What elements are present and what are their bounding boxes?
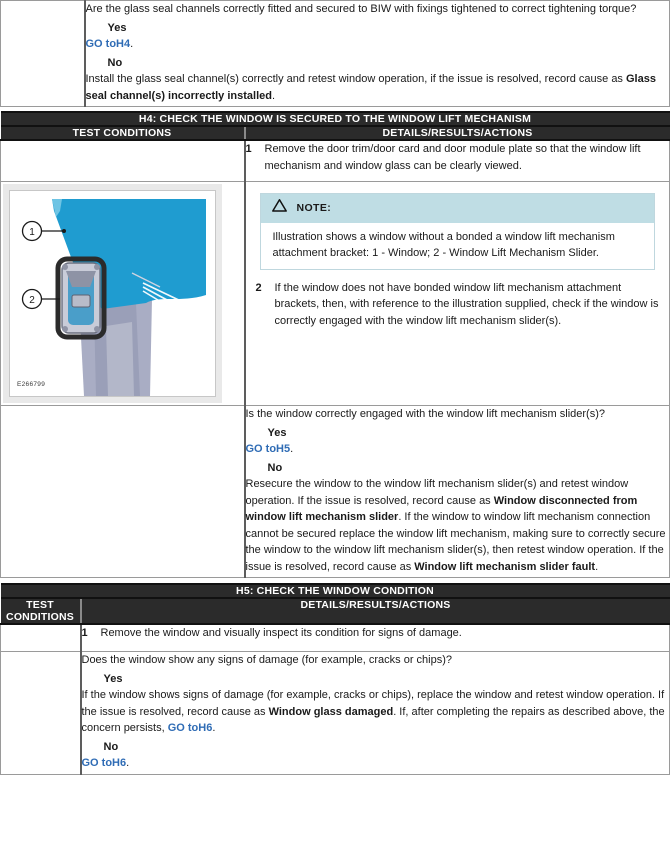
table-row bbox=[1, 140, 670, 182]
answer-yes-label: Yes bbox=[107, 21, 127, 34]
note-text: Illustration shows a window without a bonded a window lift mechanism attachment bracket: 1 - Window; 2 - Window Lift Mechanism Slider. bbox=[272, 230, 615, 260]
h5-goto-h6-line bbox=[82, 755, 670, 772]
no-action-text-part1: Install the glass seal channel(s) correctly and retest window operation, if the issue is resolved, record cause as bbox=[85, 73, 626, 85]
svg-text:2: 2 bbox=[29, 295, 35, 306]
h5-step-1-text: Remove the window and visually inspect its condition for signs of damage. bbox=[100, 627, 462, 639]
h5-col-test-conditions: TEST CONDITIONS bbox=[1, 598, 81, 624]
details-results-actions-cell bbox=[85, 1, 670, 107]
illustration-svg bbox=[10, 191, 215, 396]
note-box bbox=[260, 193, 656, 270]
h4-cause-1: Window disconnected from window lift mechanism slider bbox=[245, 494, 638, 523]
no-action-cause: Glass seal channel(s) incorrectly installed bbox=[85, 73, 656, 102]
step-1-text: Remove the door trim/door card and door module plate so that the window lift mechanism and window glass can be clearly viewed. bbox=[264, 143, 641, 172]
h5-yes-text-part1: If the window shows signs of damage (for example, cracks or chips), replace the window and retest window operation. If the issue is resolved, record cause as bbox=[81, 689, 665, 718]
h4-col-test-conditions: TEST CONDITIONS bbox=[1, 126, 245, 140]
answer-no-label: No bbox=[107, 56, 123, 69]
note-label: NOTE: bbox=[296, 201, 332, 214]
h5-answer-yes-label: Yes bbox=[103, 672, 123, 685]
svg-text:1: 1 bbox=[29, 227, 35, 238]
h5-yes-text-part3: . bbox=[212, 722, 216, 734]
test-conditions-cell-empty bbox=[1, 1, 85, 107]
window-lift-mechanism-illustration bbox=[9, 190, 216, 397]
illustration-wrapper bbox=[1, 182, 244, 405]
step-2-text: If the window does not have bonded window lift mechanism attachment brackets, then, with reference to the illustration supplied, check if the window is correctly engaged with the window lift mechanism slider(s). bbox=[274, 281, 659, 327]
h5-yes-text-part2: . If, after completing the repairs as described above, the concern persists, bbox=[81, 705, 665, 734]
h4-cause-2: Window lift mechanism slider fault bbox=[414, 560, 596, 573]
h5-cause-1: Window glass damaged bbox=[268, 705, 394, 718]
period: . bbox=[126, 757, 130, 769]
h4-result-question: Is the window correctly engaged with the window lift mechanism slider(s)? bbox=[245, 408, 605, 420]
h5-col-details: DETAILS/RESULTS/ACTIONS bbox=[81, 598, 670, 624]
h5-section-title: H5: CHECK THE WINDOW CONDITION bbox=[1, 584, 670, 598]
h4-section-title: H4: CHECK THE WINDOW IS SECURED TO THE WINDOW LIFT MECHANISM bbox=[1, 112, 670, 126]
h4-band-row bbox=[1, 112, 670, 126]
step-2 bbox=[254, 280, 662, 330]
h4-details-cell-1 bbox=[245, 140, 670, 182]
period: . bbox=[290, 443, 294, 455]
h4-no-text-part3: . bbox=[595, 560, 599, 573]
no-action-text bbox=[86, 71, 670, 104]
period: . bbox=[130, 38, 134, 50]
h4-col-details: DETAILS/RESULTS/ACTIONS bbox=[245, 126, 670, 140]
h4-answer-no-label: No bbox=[267, 461, 283, 474]
no-action-text-part2: . bbox=[271, 89, 276, 102]
note-header bbox=[261, 194, 655, 223]
h4-goto-h5-line bbox=[246, 441, 670, 458]
question-text: Are the glass seal channels correctly fitted and secured to BIW with fixings tightened to correct tightening torque? bbox=[85, 3, 637, 15]
h4-illustration-cell bbox=[1, 182, 245, 406]
h4-test-conditions-cell-1 bbox=[1, 140, 245, 182]
h4-details-cell-2 bbox=[245, 182, 670, 406]
h5-answer-no-label: No bbox=[103, 740, 119, 753]
h4-header-row bbox=[1, 126, 670, 140]
table-row bbox=[1, 1, 670, 107]
link-go-to-h5[interactable]: GO toH5 bbox=[245, 443, 291, 455]
h4-result-cell bbox=[245, 406, 670, 578]
h4-table bbox=[0, 111, 670, 578]
h4-no-text-part1: Resecure the window to the window lift mechanism slider(s) and retest window operation. If the issue is resolved, record cause as bbox=[245, 478, 629, 507]
link-go-to-h6-no[interactable]: GO toH6 bbox=[81, 757, 127, 769]
h4-no-text-part2: . If the window to window lift mechanism connection cannot be secured replace the window lift mechanism, making sure to correctly secure the window to the window lift mechanism slider(s), then retest window operation. If the issue is resolved, record cause as bbox=[245, 511, 666, 573]
h5-test-conditions-cell-2 bbox=[1, 652, 81, 775]
table-row bbox=[1, 406, 670, 578]
h4-test-conditions-cell-3 bbox=[1, 406, 245, 578]
link-go-to-h6-yes[interactable]: GO toH6 bbox=[167, 722, 213, 734]
h5-test-conditions-cell-1 bbox=[1, 624, 81, 652]
h5-yes-action-text bbox=[82, 687, 670, 737]
h5-result-question: Does the window show any signs of damage (for example, cracks or chips)? bbox=[81, 654, 453, 666]
h4-no-action-text bbox=[246, 476, 670, 575]
h5-step-1-number: 1 bbox=[81, 627, 88, 639]
step-1 bbox=[246, 141, 670, 174]
h4-answer-yes-label: Yes bbox=[267, 426, 287, 439]
h5-result-cell bbox=[81, 652, 670, 775]
illustration-id-label: E266799 bbox=[17, 381, 46, 389]
goto-h4-line bbox=[86, 36, 670, 53]
step-2-number: 2 bbox=[255, 281, 262, 294]
h5-header-row bbox=[1, 598, 670, 624]
table-row bbox=[1, 624, 670, 652]
h5-table bbox=[0, 583, 670, 775]
table-row bbox=[1, 652, 670, 775]
top-result-table bbox=[0, 0, 670, 107]
table-row bbox=[1, 182, 670, 406]
h5-step-1 bbox=[82, 625, 670, 642]
link-go-to-h4[interactable]: GO toH4 bbox=[85, 38, 131, 50]
h5-band-row bbox=[1, 584, 670, 598]
h5-details-cell-1 bbox=[81, 624, 670, 652]
step-1-number: 1 bbox=[245, 143, 252, 155]
triangle-note-icon bbox=[271, 198, 288, 219]
